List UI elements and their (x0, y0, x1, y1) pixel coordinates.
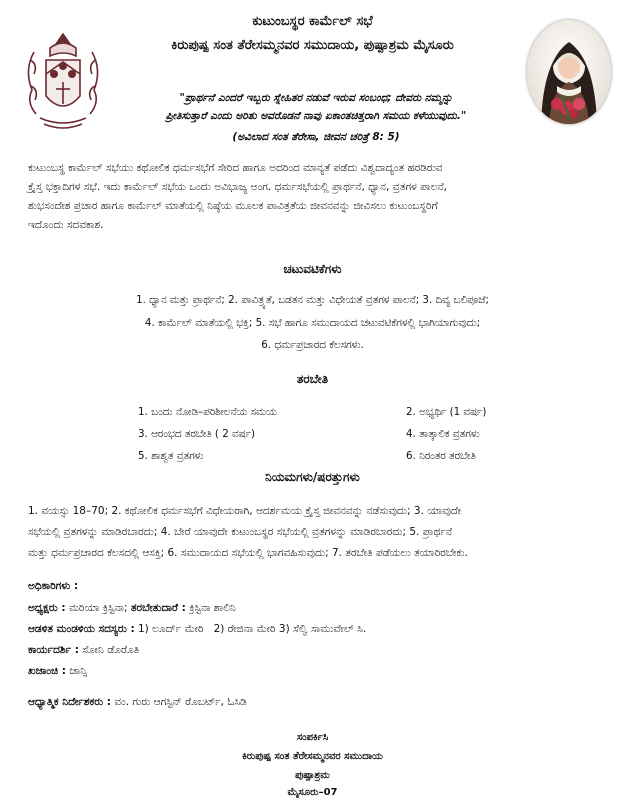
president-value: ಮರಿಯಾ ಕ್ರಿಸ್ಟಿನಾ; (68, 602, 128, 614)
training-item-6: 6. ನಿರಂತರ ತರಬೇತಿ (406, 450, 476, 462)
community-title: ಕಿರುಪುಷ್ಪ ಸಂತ ತೆರೇಸಮ್ಮನವರ ಸಮುದಾಯ, ಪುಷ್ಪಾಶ್ರಮ ಮೈಸೂರು (171, 38, 454, 53)
quote-line-2: ಪ್ರೀತಿಸುತ್ತಾರೆ ಎಂದು ಅರಿತು ಅವರೊಡನೆ ನಾವು ಏಕಾಂತಚಿತ್ತರಾಗಿ ಸಮಯ ಕಳೆಯುವುದು." (165, 110, 467, 122)
training-item-3: 3. ಆರಂಭದ ತರಬೇತಿ ( 2 ವರ್ಷ) (138, 428, 255, 440)
activities-line-3: 6. ಧರ್ಮಪ್ರಚಾರದ ಕೆಲಸಗಳು. (261, 339, 364, 351)
council-row (28, 623, 366, 636)
training-item-2: 2. ಅಭ್ಯರ್ಥಿ (1 ವರ್ಷ) (406, 406, 487, 418)
contact-line-2: ಪುಷ್ಪಾಶ್ರಮ (295, 770, 330, 781)
secretary-label: ಕಾರ್ಯದರ್ಶಿ : (28, 644, 79, 656)
intro-line-1: ಕುಟುಂಬಸ್ಥ ಕಾರ್ಮೆಲ್ ಸಭೆಯು ಕಥೋಲಿಕ ಧರ್ಮಸಭೆಗೆ ಸೇರಿದ ಹಾಗೂ ಅದರಿಂದ ಮಾನ್ಯತೆ ಪಡೆದು ವಿಶ್ವದಾದ್ಯಂತ ಹರಡಿರುವ (28, 162, 443, 174)
activities-heading: ಚಟುವಟಿಕೆಗಳು (283, 262, 342, 276)
director-label: ಆಧ್ಯಾತ್ಮಿಕ ನಿರ್ದೇಶಕರು : (28, 696, 111, 708)
intro-line-3: ಶುಭಸಂದೇಶ ಪ್ರಚಾರ ಹಾಗೂ ಕಾರ್ಮೆಲ್ ಮಾತೆಯಲ್ಲಿ ನಿಷ್ಠೆಯ ಮೂಲಕ ಪಾವಿತ್ರತೆಯ ಜೀವನವನ್ನು ಜೀವಿಸಲು ಕುಟುಂಬಸ್ಥರಿಗೆ (28, 200, 438, 212)
activities-line-1: 1. ಧ್ಯಾನ ಮತ್ತು ಪ್ರಾರ್ಥನೆ; 2. ಪಾವಿತ್ರ್ಯತೆ, ಬಡತನ ಮತ್ತು ವಿಧೇಯತೆ ವ್ರತಗಳ ಪಾಲನೆ; 3. ದಿವ್ಯ ಬಲಿಪೂಜೆ; (136, 294, 489, 306)
training-heading: ತರಬೇತಿ (296, 372, 329, 386)
officers-heading: ಅಧಿಕಾರಿಗಳು : (28, 580, 79, 592)
trainer-value: ಕ್ರಿಸ್ಟಿನಾ ಶಾಲಿನಿ (189, 602, 236, 614)
rules-line-1: 1. ವಯಸ್ಸು 18–70; 2. ಕಥೋಲಿಕ ಧರ್ಮಸಭೆಗೆ ವಿಧೇಯರಾಗಿ, ಆದರ್ಶಮಯ ಕ್ರೈಸ್ತ ಜೀವನವನ್ನು ನಡೆಸುವುದು; 3. ಯಾವುದೇ (28, 505, 462, 517)
org-title: ಕುಟುಂಬಸ್ಥರ ಕಾರ್ಮೆಲ್ ಸಭೆ (252, 14, 373, 29)
training-item-1: 1. ಬಂದು ನೋಡಿ–ಪರಿಶೀಲನೆಯ ಸಮಯ (138, 406, 277, 418)
secretary-value: ಸೋನಿ ಡೊರೊತಿ (82, 644, 140, 656)
treasurer-row (28, 665, 87, 678)
carmelite-crest-logo (22, 30, 104, 132)
intro-line-4: ಇದೊಂದು ಸದವಕಾಶ. (28, 219, 104, 231)
quote-source: (ಅವಿಲಾದ ಸಂತ ತೆರೇಸಾ, ಜೀವನ ಚರಿತ್ರೆ 8: 5) (232, 131, 400, 143)
contact-heading: ಸಂಪರ್ಕಿಸಿ (296, 732, 329, 743)
contact-line-1: ಕಿರುಪುಷ್ಪ ಸಂತ ತೆರೇಸಮ್ಮನವರ ಸಮುದಾಯ (242, 751, 383, 762)
rules-line-2: ಸಭೆಯಲ್ಲಿ ವ್ರತಗಳನ್ನು ಮಾಡಿರಬಾರದು; 4. ಬೇರೆ ಯಾವುದೇ ಕುಟುಂಬಸ್ಥರ ಸಭೆಯಲ್ಲಿ ವ್ರತಗಳನ್ನು ಮಾಡಿರಬಾರದು; 5. ಪ್ರಾರ್ಥನೆ (28, 526, 453, 538)
contact-line-3: ಮೈಸೂರು–07 (287, 787, 338, 798)
treasurer-value: ಜಾನ್ಸಿ (69, 665, 87, 677)
trainer-label: ತರಬೇತುದಾರೆ : (130, 602, 186, 614)
rules-heading: ನಿಯಮಗಳು/ಷರತ್ತುಗಳು (265, 470, 360, 484)
president-label: ಅಧ್ಯಕ್ಷರು : (28, 602, 66, 614)
saint-therese-portrait (527, 20, 611, 124)
president-row (28, 602, 236, 615)
training-item-5: 5. ಶಾಶ್ವತ ವ್ರತಗಳು (138, 450, 204, 462)
council-label: ಆಡಳಿತ ಮಂಡಳಿಯ ಸದಸ್ಯರು : (28, 623, 135, 635)
intro-line-2: ಕ್ರೈಸ್ತ ಭಕ್ತಾದಿಗಳ ಸಭೆ. ಇದು ಕಾರ್ಮೆಲ್ ಸಭೆಯ ಒಂದು ಅವಿಭಾಜ್ಯ ಅಂಗ. ಧರ್ಮಸಭೆಯಲ್ಲಿ ಪ್ರಾರ್ಥನೆ, ಧ್ಯಾನ, ವ್ರತಗಳ ಪಾಲನೆ, (28, 181, 447, 193)
council-value: 1) ಲೂರ್ದ್ ಮೇರಿ 2) ರೇಜಿನಾ ಮೇರಿ 3) ಸೆಲ್ವಿ ಸಾಮುವೇಲ್ ಸಿ. (138, 623, 367, 635)
rules-line-3: ಮತ್ತು ಧರ್ಮಪ್ರಚಾರದ ಕೆಲಸದಲ್ಲಿ ಆಸಕ್ತಿ; 6. ಸಮುದಾಯದ ಸಭೆಯಲ್ಲಿ ಭಾಗವಹಿಸುವುದು; 7. ತರಬೇತಿ ಪಡೆಯಲು ತಯಾರಿರಬೇಕು. (28, 547, 468, 559)
activities-line-2: 4. ಕಾರ್ಮೆಲ್ ಮಾತೆಯಲ್ಲಿ ಭಕ್ತಿ; 5. ಸಭೆ ಹಾಗೂ ಸಮುದಾಯದ ಚಟುವಟಿಕೆಗಳಲ್ಲಿ ಭಾಗಿಯಾಗುವುದು; (144, 317, 481, 329)
training-item-4: 4. ತಾತ್ಕಾಲಿಕ ವ್ರತಗಳು (406, 428, 480, 440)
treasurer-label: ಖಜಾಂಚಿ : (28, 665, 66, 677)
director-row (28, 696, 247, 709)
secretary-row (28, 644, 139, 657)
director-value: ವಂ. ಗುರು ಆಗಸ್ಟಿನ್ ರೊಬರ್ಟ್, ಓಸಿಡಿ (114, 696, 247, 708)
quote-line-1: "ಪ್ರಾರ್ಥನೆ ಎಂದರೆ ಇಬ್ಬರು ಸ್ನೇಹಿತರ ನಡುವೆ ಇರುವ ಸಂಬಂಧ; ದೇವರು ನಮ್ಮನ್ನು (179, 92, 453, 104)
